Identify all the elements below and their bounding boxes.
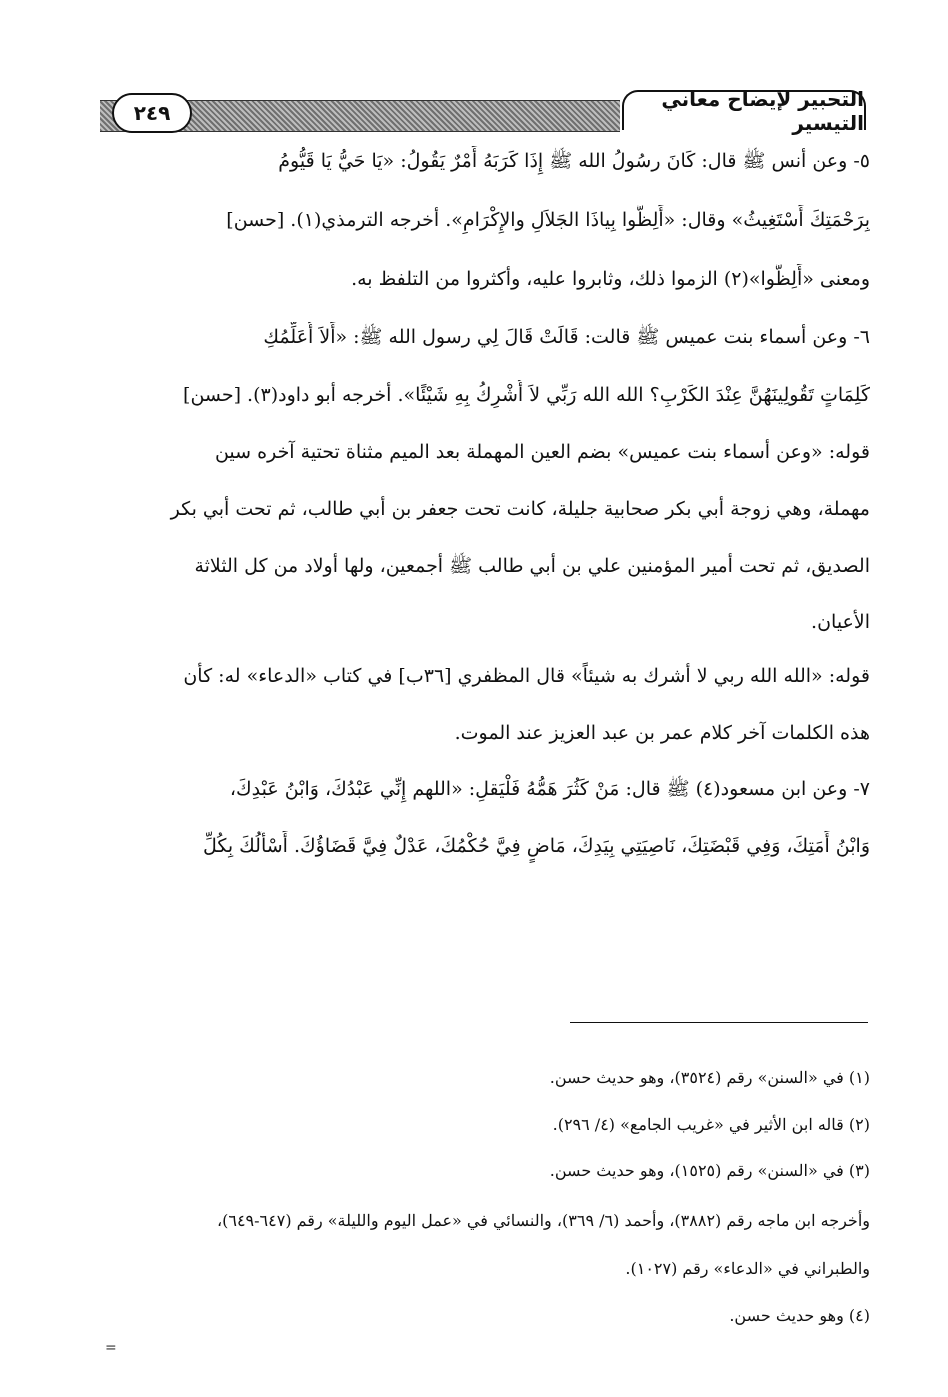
body-line-5: كَلِمَاتٍ تَقُولِينَهُنَّ عِنْدَ الكَرْبِ؟ الله الله رَبِّي لاَ أُشْرِكُ بِهِ شَيْئًا». أخرجه أبو داود(٣). [حسن] — [183, 384, 870, 406]
body-line-12: ٧- وعن ابن مسعود(٤) ﷺ قال: مَنْ كَثُرَ هَمُّهُ فَلْيَقلِ: «اللهم إِنِّي عَبْدُكَ، وَابْنُ عَبْدِكَ، — [229, 778, 870, 800]
body-line-11: هذه الكلمات آخر كلام عمر بن عبد العزيز عند الموت. — [454, 722, 870, 744]
footnote-2: (٢) قاله ابن الأثير في «غريب الجامع» (٤/ ٢٩٦). — [552, 1115, 870, 1134]
body-line-8: الصديق، ثم تحت أمير المؤمنين علي بن أبي طالب ﷺ أجمعين، ولها أولاد من كل الثلاثة — [194, 555, 870, 577]
body-line-2: بِرَحْمَتِكَ أَسْتَغِيثُ» وقال: «أَلِظُّوا بِياذَا الجَلاَلِ والإِكْرَامِ». أخرجه الترمذي(١). [حسن] — [226, 209, 870, 231]
footnote-3-continued-1: وأخرجه ابن ماجه رقم (٣٨٨٢)، وأحمد (٦/ ٣٦٩)، والنسائي في «عمل اليوم والليلة» رقم (٦٤٧-٦٤٩)، — [216, 1211, 870, 1230]
body-line-3: ومعنى «أَلِظُّوا»(٢) الزموا ذلك، وثابروا عليه، وأكثروا من التلفظ به. — [351, 268, 870, 290]
body-line-4: ٦- وعن أسماء بنت عميس ﷺ قالت: قَالَتْ قَالَ لِي رسول الله ﷺ: «أَلاَ أُعَلِّمُكِ — [263, 326, 870, 348]
body-line-1: ٥- وعن أنس ﷺ قال: كَانَ رسُولُ الله ﷺ إِذَا كَرَبَهُ أَمْرٌ يَقُولُ: «يَا حَيُّ يَا قَيُّومُ — [278, 150, 870, 172]
footnote-4: (٤) وهو حديث حسن. — [729, 1306, 870, 1325]
body-line-7: مهملة، وهي زوجة أبي بكر صحابية جليلة، كانت تحت جعفر بن أبي طالب، ثم تحت أبي بكر — [170, 498, 870, 520]
body-line-10: قوله: «الله الله ربي لا أشرك به شيئاً» قال المظفري [٣٦ب] في كتاب «الدعاء» له: كأن — [183, 665, 870, 687]
body-line-6: قوله: «وعن أسماء بنت عميس» بضم العين المهملة بعد الميم مثناة تحتية آخره سين — [214, 441, 870, 463]
footnote-3: (٣) في «السنن» رقم (١٥٢٥)، وهو حديث حسن. — [549, 1161, 870, 1180]
book-title: التحبير لإيضاح معاني التيسير — [622, 90, 866, 130]
footnote-3-continued-2: والطبراني في «الدعاء» رقم (١٠٢٧). — [625, 1259, 870, 1278]
page-mark: = — [105, 1340, 117, 1356]
page-number: ٢٤٩ — [112, 93, 192, 133]
body-line-13: وَابْنُ أَمَتِكَ، وَفِي قَبْضَتِكَ، نَاصِيَتِي بِيَدِكَ، مَاضٍ فِيَّ حُكْمُكَ، عَدْلٌ فِيَّ قَضَاؤُكَ. أَسْأَلُكَ بِكُلِّ — [202, 835, 870, 857]
footnote-1: (١) في «السنن» رقم (٣٥٢٤)، وهو حديث حسن. — [549, 1068, 870, 1087]
footnote-separator — [570, 1022, 868, 1023]
body-line-9: الأعيان. — [811, 611, 870, 633]
